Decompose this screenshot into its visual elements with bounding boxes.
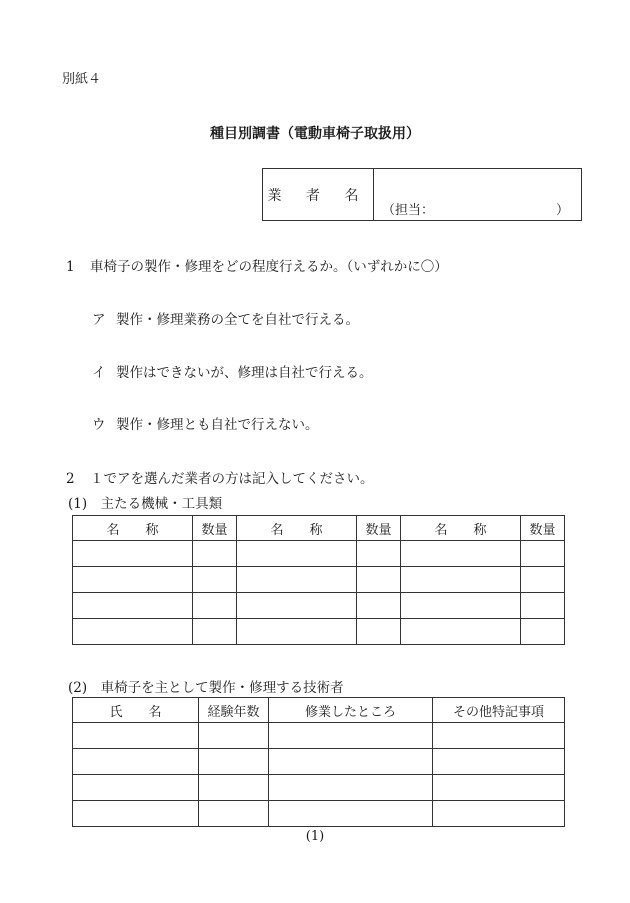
option-i-letter: イ xyxy=(92,365,106,381)
option-a-letter: ア xyxy=(92,312,106,328)
option-u[interactable] xyxy=(92,413,319,433)
table-cell[interactable] xyxy=(521,593,565,619)
table-cell[interactable] xyxy=(237,593,357,619)
technicians-table xyxy=(72,697,565,827)
table-cell[interactable] xyxy=(433,801,565,827)
equipment-section-title: (1) 主たる機械・工具類 xyxy=(68,496,223,512)
vendor-name-field[interactable] xyxy=(374,169,581,220)
question-1-number: 1 xyxy=(66,259,75,275)
question-1-text: 車椅子の製作・修理をどの程度行えるか。（いずれかに〇） xyxy=(90,259,448,275)
question-2-number: 2 xyxy=(66,471,75,487)
option-a[interactable] xyxy=(92,308,359,328)
table-cell[interactable] xyxy=(73,593,193,619)
table-cell[interactable] xyxy=(433,775,565,801)
option-i[interactable] xyxy=(92,361,373,381)
table-row xyxy=(73,749,565,775)
column-header-quantity: 数量 xyxy=(357,516,401,541)
table-cell[interactable] xyxy=(401,567,521,593)
table-row xyxy=(73,619,565,645)
column-header-training-place: 修業したところ xyxy=(269,698,433,723)
table-cell[interactable] xyxy=(433,723,565,749)
table-header-row xyxy=(73,516,565,541)
column-header-name: 名 称 xyxy=(73,516,193,541)
table-cell[interactable] xyxy=(73,723,199,749)
table-cell[interactable] xyxy=(199,801,269,827)
table-cell[interactable] xyxy=(521,619,565,645)
table-cell[interactable] xyxy=(193,541,237,567)
question-2-text: １でアを選んだ業者の方は記入してください。 xyxy=(90,471,374,487)
option-u-letter: ウ xyxy=(92,417,106,433)
table-cell[interactable] xyxy=(237,619,357,645)
vendor-name-label: 業 者 名 xyxy=(263,169,374,220)
table-cell[interactable] xyxy=(269,801,433,827)
table-cell[interactable] xyxy=(73,801,199,827)
table-cell[interactable] xyxy=(357,593,401,619)
technicians-section-title: (2) 車椅子を主として製作・修理する技術者 xyxy=(68,680,344,696)
column-header-other-notes: その他特記事項 xyxy=(433,698,565,723)
table-cell[interactable] xyxy=(193,567,237,593)
column-header-name: 名 称 xyxy=(401,516,521,541)
contact-person-close: ） xyxy=(555,203,569,218)
option-a-text: 製作・修理業務の全てを自社で行える。 xyxy=(116,312,359,328)
equipment-table xyxy=(72,515,565,645)
option-u-text: 製作・修理とも自社で行えない。 xyxy=(116,417,319,433)
table-cell[interactable] xyxy=(357,541,401,567)
table-cell[interactable] xyxy=(73,567,193,593)
table-cell[interactable] xyxy=(199,775,269,801)
table-cell[interactable] xyxy=(269,749,433,775)
table-row xyxy=(73,567,565,593)
table-cell[interactable] xyxy=(401,619,521,645)
contact-person-label: （担当： xyxy=(382,203,435,218)
table-cell[interactable] xyxy=(357,567,401,593)
table-row xyxy=(73,775,565,801)
column-header-quantity: 数量 xyxy=(521,516,565,541)
question-1 xyxy=(66,255,448,275)
table-row xyxy=(73,593,565,619)
table-cell[interactable] xyxy=(193,593,237,619)
table-cell[interactable] xyxy=(199,749,269,775)
table-cell[interactable] xyxy=(199,723,269,749)
table-cell[interactable] xyxy=(73,541,193,567)
column-header-name: 名 称 xyxy=(237,516,357,541)
page-number: (1) xyxy=(305,829,325,844)
table-cell[interactable] xyxy=(521,567,565,593)
table-cell[interactable] xyxy=(73,619,193,645)
table-cell[interactable] xyxy=(269,775,433,801)
option-i-text: 製作はできないが、修理は自社で行える。 xyxy=(116,365,373,381)
table-cell[interactable] xyxy=(357,619,401,645)
document-label: 別紙４ xyxy=(62,72,102,87)
document-title: 種目別調書（電動車椅子取扱用） xyxy=(210,126,420,142)
table-header-row xyxy=(73,698,565,723)
table-cell[interactable] xyxy=(269,723,433,749)
table-cell[interactable] xyxy=(401,593,521,619)
table-cell[interactable] xyxy=(237,541,357,567)
table-cell[interactable] xyxy=(193,619,237,645)
table-cell[interactable] xyxy=(521,541,565,567)
table-cell[interactable] xyxy=(433,749,565,775)
question-2 xyxy=(66,467,374,487)
table-row xyxy=(73,723,565,749)
column-header-quantity: 数量 xyxy=(193,516,237,541)
table-row xyxy=(73,541,565,567)
table-row xyxy=(73,801,565,827)
column-header-name: 氏 名 xyxy=(73,698,199,723)
vendor-box xyxy=(262,168,582,221)
table-cell[interactable] xyxy=(237,567,357,593)
column-header-experience-years: 経験年数 xyxy=(199,698,269,723)
table-cell[interactable] xyxy=(401,541,521,567)
table-cell[interactable] xyxy=(73,775,199,801)
table-cell[interactable] xyxy=(73,749,199,775)
